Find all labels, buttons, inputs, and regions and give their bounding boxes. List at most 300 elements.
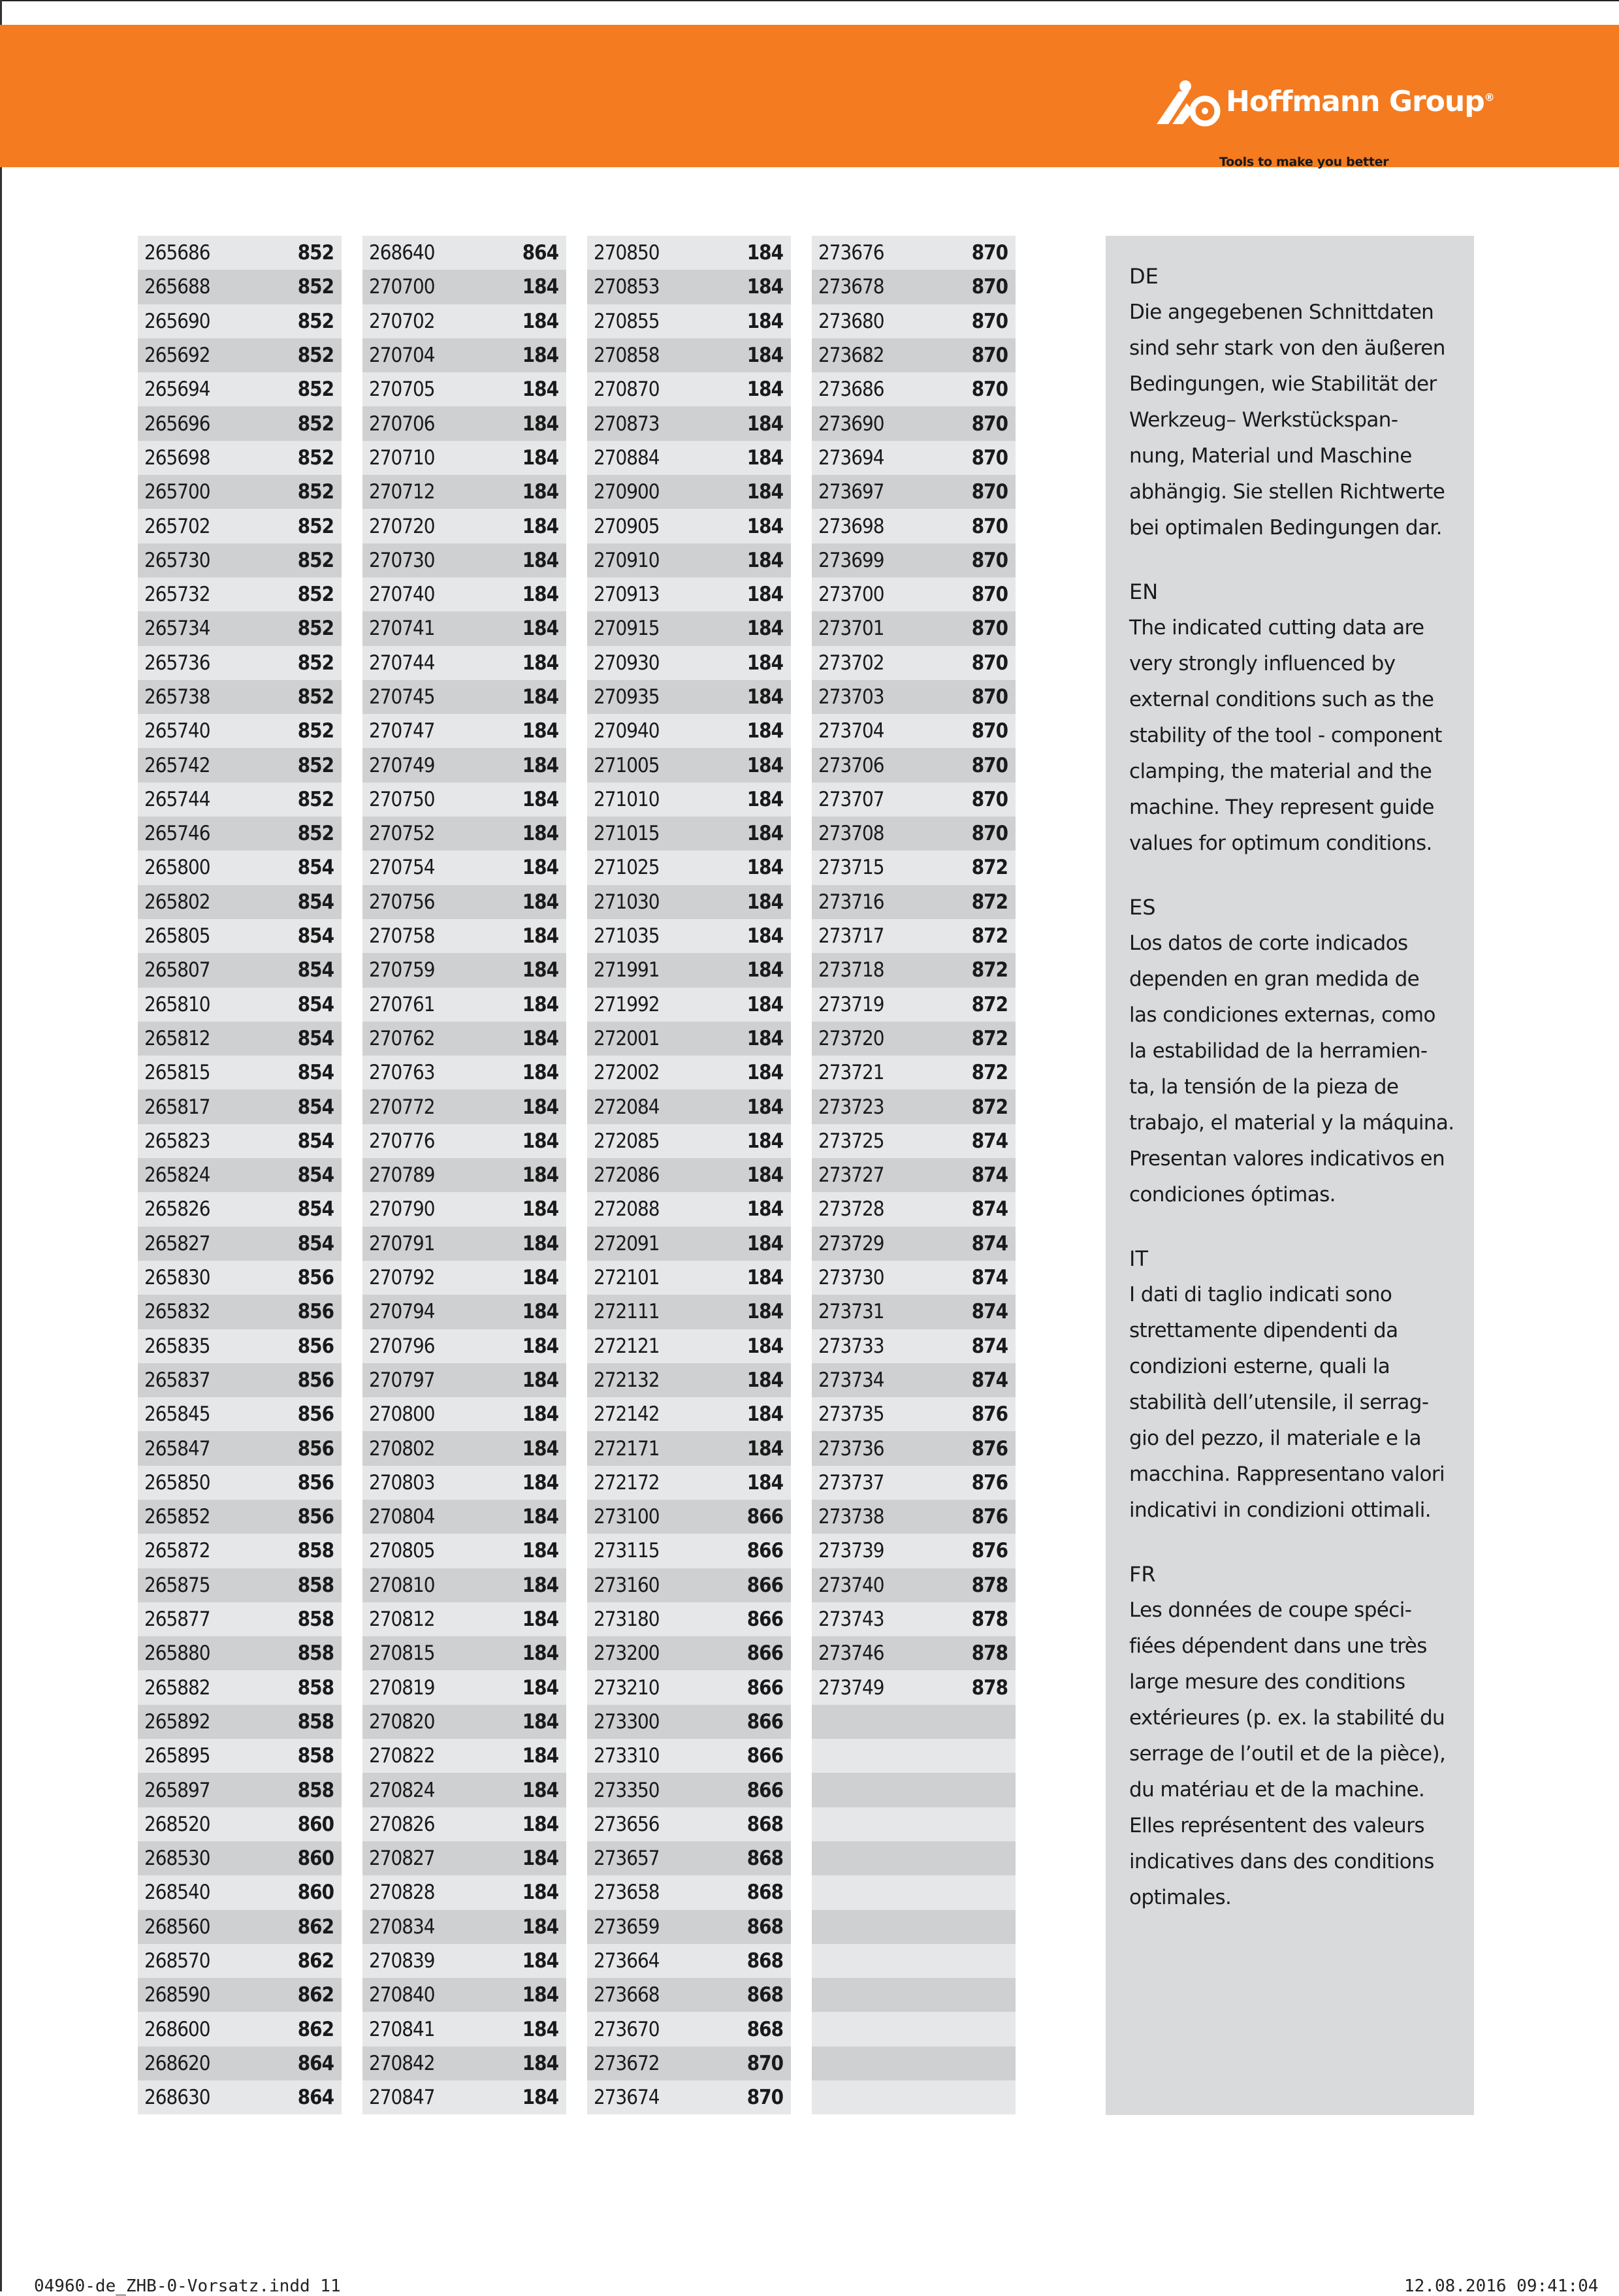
page-number: 184	[746, 1436, 783, 1461]
index-row	[138, 1978, 342, 2012]
page-number: 872	[971, 992, 1008, 1016]
article-number: 273708	[818, 822, 884, 846]
page-number: 852	[297, 787, 334, 811]
article-number: 273210	[594, 1675, 660, 1700]
article-number: 265817	[144, 1095, 210, 1119]
article-number: 265686	[144, 241, 210, 265]
article-number: 271010	[594, 787, 660, 811]
article-number: 265692	[144, 344, 210, 368]
page-number: 852	[297, 753, 334, 777]
index-row	[362, 885, 566, 919]
article-number: 273715	[818, 856, 884, 880]
article-number: 273725	[818, 1129, 884, 1153]
index-row	[812, 509, 1016, 543]
note-text-line: las condiciones externas, como	[1129, 1003, 1435, 1027]
note-text-line: indicatives dans des conditions	[1129, 1850, 1434, 1873]
page-number: 184	[522, 1470, 558, 1495]
index-row	[812, 1397, 1016, 1431]
note-text-line: values for optimum conditions.	[1129, 832, 1432, 855]
page-number: 872	[971, 1095, 1008, 1119]
article-number: 273200	[594, 1641, 660, 1666]
index-row	[812, 1978, 1016, 2012]
article-number: 268590	[144, 1983, 210, 2007]
note-text-line: gio del pezzo, il materiale e la	[1129, 1427, 1422, 1450]
index-row	[138, 1944, 342, 1978]
page-number: 184	[522, 1812, 558, 1836]
article-number: 270828	[369, 1881, 435, 1905]
index-row	[812, 646, 1016, 680]
page-number: 184	[746, 378, 783, 402]
index-row	[812, 1944, 1016, 1978]
index-row	[587, 1534, 791, 1568]
index-row	[587, 1431, 791, 1465]
page-number: 852	[297, 548, 334, 572]
index-row	[587, 611, 791, 645]
page-number: 184	[522, 753, 558, 777]
page-number: 866	[746, 1744, 783, 1768]
article-number: 273697	[818, 480, 884, 504]
index-row	[138, 783, 342, 817]
page-number: 184	[522, 1402, 558, 1427]
hoffmann-logo-icon	[1153, 77, 1225, 129]
article-number: 273729	[818, 1231, 884, 1255]
article-number: 268620	[144, 2051, 210, 2075]
index-row	[812, 1295, 1016, 1329]
page-number: 184	[522, 1983, 558, 2007]
index-row	[138, 304, 342, 338]
page-number: 862	[297, 2017, 334, 2041]
article-number: 265824	[144, 1163, 210, 1188]
page-number: 866	[746, 1778, 783, 1802]
index-row	[138, 850, 342, 884]
index-row	[138, 1739, 342, 1773]
index-row	[812, 1466, 1016, 1500]
note-fr	[1129, 1557, 1456, 1916]
index-row	[362, 1295, 566, 1329]
index-row	[138, 919, 342, 953]
index-row	[138, 1773, 342, 1807]
page-number: 870	[971, 651, 1008, 675]
page-number: 184	[522, 1197, 558, 1221]
article-number: 265823	[144, 1129, 210, 1153]
page-number: 870	[971, 617, 1008, 641]
article-number: 265805	[144, 924, 210, 948]
page-number: 870	[971, 309, 1008, 333]
article-number: 272001	[594, 1026, 660, 1050]
page-number: 870	[971, 445, 1008, 470]
article-number: 265880	[144, 1641, 210, 1666]
page-number: 852	[297, 583, 334, 607]
page-number: 870	[971, 412, 1008, 436]
page-number: 866	[746, 1608, 783, 1632]
index-row	[138, 509, 342, 543]
page-number: 856	[297, 1470, 334, 1495]
brand-name: Hoffmann Group®	[1226, 85, 1494, 118]
article-number: 270815	[369, 1641, 435, 1666]
index-row	[362, 475, 566, 509]
index-row	[587, 1295, 791, 1329]
page-number: 184	[746, 1129, 783, 1153]
article-number: 268560	[144, 1915, 210, 1939]
index-row	[812, 748, 1016, 782]
index-row	[587, 372, 791, 406]
article-number: 273738	[818, 1505, 884, 1529]
article-number: 271005	[594, 753, 660, 777]
article-number: 270858	[594, 344, 660, 368]
page-number: 874	[971, 1368, 1008, 1392]
article-number: 273727	[818, 1163, 884, 1188]
article-number: 270822	[369, 1744, 435, 1768]
page-number: 872	[971, 1026, 1008, 1050]
page-number: 184	[522, 924, 558, 948]
page-number: 854	[297, 1095, 334, 1119]
page-number: 864	[297, 2051, 334, 2075]
article-number: 272121	[594, 1334, 660, 1358]
index-row	[362, 543, 566, 577]
note-text-line: stability of the tool - component	[1129, 724, 1442, 747]
index-row	[362, 1636, 566, 1670]
page-number: 184	[746, 753, 783, 777]
note-text-line: condizioni esterne, quali la	[1129, 1355, 1390, 1378]
article-number: 265742	[144, 753, 210, 777]
index-row	[812, 1124, 1016, 1158]
page-number: 852	[297, 822, 334, 846]
index-row	[587, 748, 791, 782]
index-row	[138, 646, 342, 680]
note-language-code: ES	[1129, 895, 1156, 920]
article-number: 270900	[594, 480, 660, 504]
index-row	[587, 817, 791, 850]
index-row	[138, 543, 342, 577]
page-number: 852	[297, 344, 334, 368]
article-number: 265847	[144, 1436, 210, 1461]
brand-tagline: Tools to make you better	[1219, 155, 1389, 169]
page-number: 184	[746, 958, 783, 982]
index-row	[362, 1944, 566, 1978]
page-number: 184	[746, 445, 783, 470]
index-row	[138, 1841, 342, 1875]
index-row	[362, 1022, 566, 1056]
page-number: 866	[746, 1641, 783, 1666]
page-number: 870	[746, 2051, 783, 2075]
article-number: 270804	[369, 1505, 435, 1529]
article-number: 265800	[144, 856, 210, 880]
article-number: 272132	[594, 1368, 660, 1392]
note-text-line: very strongly influenced by	[1129, 652, 1396, 675]
page-number: 184	[746, 651, 783, 675]
article-number: 273706	[818, 753, 884, 777]
index-row	[587, 1227, 791, 1261]
article-number: 270800	[369, 1402, 435, 1427]
article-number: 270749	[369, 753, 435, 777]
page-number: 856	[297, 1300, 334, 1324]
page-number: 184	[522, 583, 558, 607]
page-number: 184	[522, 445, 558, 470]
index-row	[587, 1022, 791, 1056]
index-row	[812, 1875, 1016, 1909]
page-number: 874	[971, 1334, 1008, 1358]
note-text-line: Les données de coupe spéci-	[1129, 1598, 1412, 1622]
page-number: 858	[297, 1778, 334, 1802]
page-number: 858	[297, 1744, 334, 1768]
index-row	[587, 1329, 791, 1363]
article-number: 270810	[369, 1573, 435, 1597]
article-number: 273720	[818, 1026, 884, 1050]
page-number: 184	[522, 1436, 558, 1461]
index-row	[812, 577, 1016, 611]
article-number: 273180	[594, 1608, 660, 1632]
page-number: 184	[522, 1641, 558, 1666]
page-number: 878	[971, 1608, 1008, 1632]
article-number: 270763	[369, 1061, 435, 1085]
article-number: 273659	[594, 1915, 660, 1939]
page-number: 874	[971, 1231, 1008, 1255]
index-row	[138, 1124, 342, 1158]
page-number: 852	[297, 719, 334, 743]
note-language-code: DE	[1129, 264, 1159, 289]
article-number: 270744	[369, 651, 435, 675]
article-number: 271992	[594, 992, 660, 1016]
index-row	[138, 1910, 342, 1944]
page-number: 184	[522, 1778, 558, 1802]
index-row	[587, 680, 791, 714]
index-row	[812, 543, 1016, 577]
article-number: 273728	[818, 1197, 884, 1221]
page-number: 862	[297, 1983, 334, 2007]
index-row	[362, 1978, 566, 2012]
index-row	[812, 1534, 1016, 1568]
page-number: 872	[971, 890, 1008, 914]
article-number: 270710	[369, 445, 435, 470]
index-row	[362, 783, 566, 817]
article-number: 270720	[369, 514, 435, 538]
page-number: 184	[746, 890, 783, 914]
page-number: 852	[297, 480, 334, 504]
index-row	[812, 1705, 1016, 1739]
article-number: 273668	[594, 1983, 660, 2007]
note-text-line: bei optimalen Bedingungen dar.	[1129, 516, 1442, 540]
index-row	[812, 1227, 1016, 1261]
page-number: 184	[522, 1573, 558, 1597]
index-row	[587, 338, 791, 372]
page-number: 868	[746, 1915, 783, 1939]
note-text-line: condiciones óptimas.	[1129, 1183, 1336, 1206]
article-number: 271991	[594, 958, 660, 982]
article-number: 273702	[818, 651, 884, 675]
article-number: 270796	[369, 1334, 435, 1358]
article-number: 265746	[144, 822, 210, 846]
page-number: 184	[522, 617, 558, 641]
index-row	[587, 1192, 791, 1226]
page-number: 866	[746, 1709, 783, 1734]
index-row	[362, 372, 566, 406]
article-number: 270819	[369, 1675, 435, 1700]
index-row	[812, 885, 1016, 919]
index-row	[812, 1261, 1016, 1295]
article-number: 270827	[369, 1847, 435, 1871]
article-number: 273721	[818, 1061, 884, 1085]
article-number: 270759	[369, 958, 435, 982]
page-number: 870	[971, 719, 1008, 743]
page-number: 184	[746, 822, 783, 846]
page-number: 864	[522, 241, 558, 265]
index-row	[138, 1534, 342, 1568]
article-number: 273730	[818, 1266, 884, 1290]
article-number: 273690	[818, 412, 884, 436]
page-number: 184	[746, 480, 783, 504]
article-number: 273734	[818, 1368, 884, 1392]
page-number: 184	[522, 1675, 558, 1700]
article-number: 265872	[144, 1539, 210, 1563]
article-number: 265810	[144, 992, 210, 1016]
article-number: 268540	[144, 1881, 210, 1905]
article-number: 273310	[594, 1744, 660, 1768]
page-number: 876	[971, 1402, 1008, 1427]
index-row	[812, 1739, 1016, 1773]
note-text-line: macchina. Rappresentano valori	[1129, 1463, 1445, 1486]
page-number: 866	[746, 1675, 783, 1700]
article-number: 265815	[144, 1061, 210, 1085]
note-text-line: Los datos de corte indicados	[1129, 931, 1408, 955]
article-number: 272142	[594, 1402, 660, 1427]
page-number: 184	[746, 412, 783, 436]
article-number: 265875	[144, 1573, 210, 1597]
page-number: 184	[746, 1470, 783, 1495]
article-number: 273716	[818, 890, 884, 914]
page-number: 878	[971, 1675, 1008, 1700]
note-language-code: IT	[1129, 1246, 1148, 1271]
page-number: 184	[522, 548, 558, 572]
index-row	[587, 1500, 791, 1534]
page-number: 184	[746, 924, 783, 948]
article-number: 265744	[144, 787, 210, 811]
page-number: 874	[971, 1300, 1008, 1324]
index-row	[812, 304, 1016, 338]
page-number: 184	[746, 583, 783, 607]
index-row	[362, 850, 566, 884]
page-number: 852	[297, 241, 334, 265]
page-number: 184	[746, 514, 783, 538]
article-number: 273736	[818, 1436, 884, 1461]
article-number: 273704	[818, 719, 884, 743]
index-row	[812, 372, 1016, 406]
article-number: 270824	[369, 1778, 435, 1802]
article-number: 268630	[144, 2086, 210, 2110]
index-row	[138, 1022, 342, 1056]
index-row	[587, 475, 791, 509]
index-row	[587, 953, 791, 987]
page-number: 876	[971, 1470, 1008, 1495]
index-row	[812, 441, 1016, 475]
index-row	[587, 1910, 791, 1944]
page-number: 868	[746, 1948, 783, 1973]
article-number: 265736	[144, 651, 210, 675]
index-row	[362, 817, 566, 850]
index-row	[587, 1056, 791, 1090]
note-text-line: I dati di taglio indicati sono	[1129, 1283, 1392, 1306]
index-row	[362, 1807, 566, 1841]
page-number: 856	[297, 1266, 334, 1290]
page-number: 868	[746, 1847, 783, 1871]
page-number: 852	[297, 445, 334, 470]
page-number: 184	[746, 275, 783, 299]
index-row	[587, 714, 791, 748]
page-number: 852	[297, 378, 334, 402]
article-number: 265877	[144, 1608, 210, 1632]
index-row	[362, 714, 566, 748]
article-number: 273350	[594, 1778, 660, 1802]
page-number: 184	[746, 787, 783, 811]
index-row	[138, 406, 342, 440]
index-row	[812, 714, 1016, 748]
page-number: 184	[746, 992, 783, 1016]
article-number: 270791	[369, 1231, 435, 1255]
article-number: 273737	[818, 1470, 884, 1495]
index-row	[138, 441, 342, 475]
article-number: 270754	[369, 856, 435, 880]
article-number: 273656	[594, 1812, 660, 1836]
note-language-code: FR	[1129, 1562, 1156, 1587]
note-text-line: dependen en gran medida de	[1129, 967, 1420, 991]
note-es	[1129, 890, 1456, 1213]
index-row	[362, 611, 566, 645]
index-row	[138, 1056, 342, 1090]
index-row	[362, 1739, 566, 1773]
index-row	[587, 2012, 791, 2046]
article-number: 270741	[369, 617, 435, 641]
page-number: 856	[297, 1505, 334, 1529]
index-row	[138, 1397, 342, 1431]
index-row	[138, 1670, 342, 1704]
index-row	[362, 270, 566, 304]
index-row	[812, 783, 1016, 817]
note-text-line: large mesure des conditions	[1129, 1670, 1405, 1694]
index-row	[812, 1192, 1016, 1226]
article-number: 270756	[369, 890, 435, 914]
article-number: 273682	[818, 344, 884, 368]
note-text-line: trabajo, el material y la máquina.	[1129, 1111, 1454, 1135]
page-number: 184	[746, 1300, 783, 1324]
page-number: 184	[522, 412, 558, 436]
index-row	[138, 953, 342, 987]
article-number: 270706	[369, 412, 435, 436]
page-number: 870	[971, 548, 1008, 572]
page-number: 860	[297, 1812, 334, 1836]
note-text-line: strettamente dipendenti da	[1129, 1319, 1398, 1342]
article-number: 270772	[369, 1095, 435, 1119]
index-row	[138, 1295, 342, 1329]
article-number: 273658	[594, 1881, 660, 1905]
page-number: 868	[746, 1983, 783, 2007]
page-number: 876	[971, 1505, 1008, 1529]
article-number: 270935	[594, 685, 660, 709]
article-number: 272086	[594, 1163, 660, 1188]
page-number: 184	[746, 1163, 783, 1188]
page-number: 184	[522, 1061, 558, 1085]
page-number: 872	[971, 1061, 1008, 1085]
page-number: 184	[522, 1915, 558, 1939]
article-number: 270915	[594, 617, 660, 641]
page-number: 184	[746, 1197, 783, 1221]
index-row	[812, 1773, 1016, 1807]
index-row	[362, 2046, 566, 2080]
page-number: 868	[746, 1812, 783, 1836]
article-number: 270853	[594, 275, 660, 299]
page-number: 184	[522, 1709, 558, 1734]
page-number: 858	[297, 1608, 334, 1632]
note-text-line: indicativi in condizioni ottimali.	[1129, 1498, 1431, 1522]
page-number: 852	[297, 275, 334, 299]
